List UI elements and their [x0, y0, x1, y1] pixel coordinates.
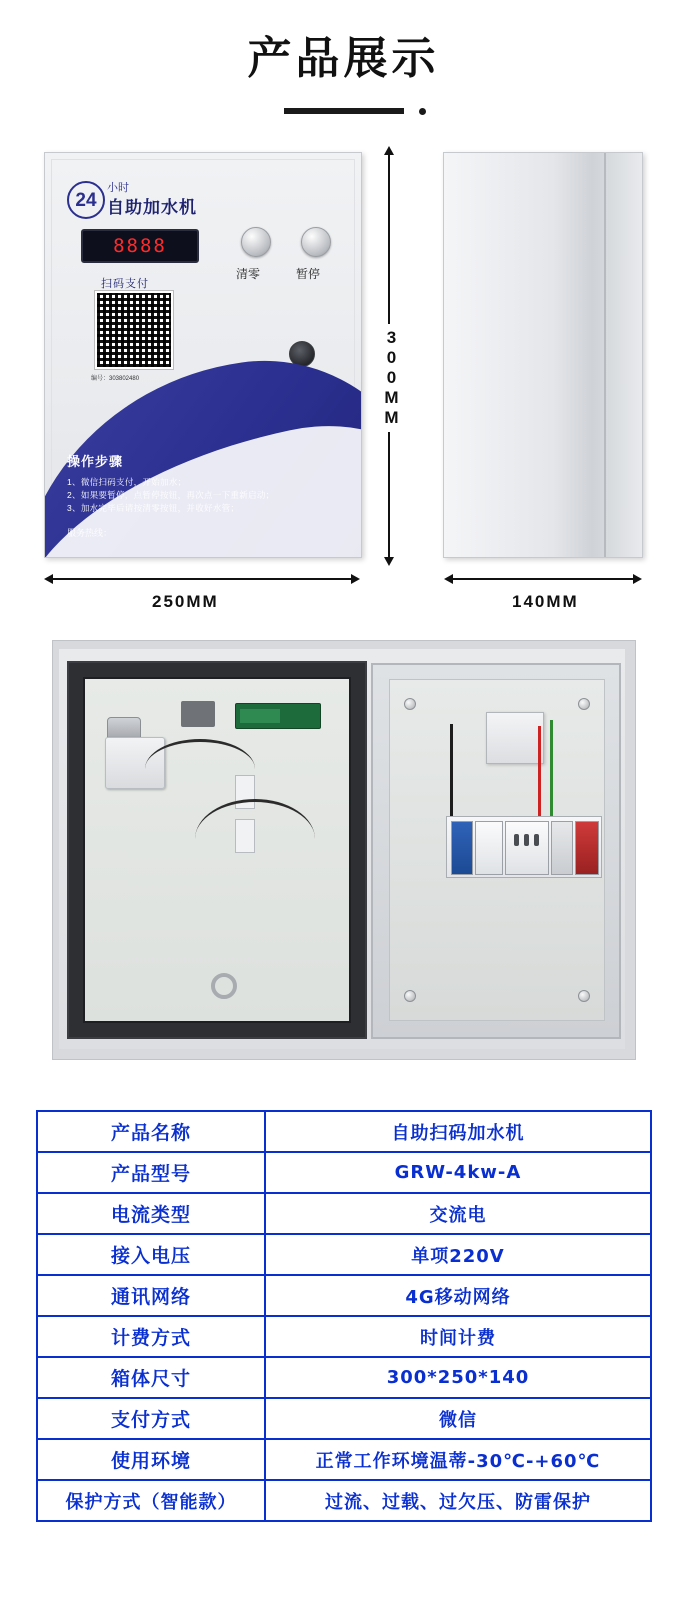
spec-value: 过流、过载、过欠压、防雷保护 [265, 1480, 651, 1521]
cabinet-interior [371, 663, 621, 1039]
spec-key: 使用环境 [37, 1439, 265, 1480]
width-dimension-label: 250MM [152, 592, 219, 611]
door-wire-2 [195, 799, 315, 879]
spec-key: 产品型号 [37, 1152, 265, 1193]
qr-code-icon [95, 291, 173, 369]
table-row [37, 1316, 651, 1357]
cabinet-bolt-3 [404, 990, 416, 1002]
pause-knob-label: 暂停 [296, 267, 321, 281]
spec-key: 电流类型 [37, 1193, 265, 1234]
reset-knob[interactable] [241, 227, 271, 257]
power-supply-module [486, 712, 544, 764]
machine-name-label: 自助加水机 [107, 198, 197, 217]
breaker-module-2 [475, 821, 503, 875]
page-title: 产品展示 [247, 33, 440, 84]
table-row [37, 1480, 651, 1521]
product-side-view [443, 152, 643, 558]
socket-hole-2 [524, 834, 529, 846]
spec-key: 通讯网络 [37, 1275, 265, 1316]
hour-unit-label: 小时 [107, 182, 129, 194]
door-wire-1 [145, 739, 255, 799]
reset-knob-label: 清零 [236, 267, 261, 281]
table-row [37, 1398, 651, 1439]
product-views [0, 142, 687, 622]
surge-protector-module [575, 821, 599, 875]
height-dimension-label: 300MM [381, 324, 401, 432]
spec-key: 计费方式 [37, 1316, 265, 1357]
cabinet-bolt-1 [404, 698, 416, 710]
breaker-module-4 [551, 821, 573, 875]
table-row [37, 1439, 651, 1480]
spec-value: 4G移动网络 [265, 1275, 651, 1316]
spec-table-body [37, 1111, 651, 1521]
interior-red-wire [538, 726, 541, 818]
device-code-label: 编号：303802480 [91, 376, 140, 382]
door-grommet-icon [211, 973, 237, 999]
spec-value: 时间计费 [265, 1316, 651, 1357]
table-row [37, 1357, 651, 1398]
step-line-1: 1、微信扫码支付，开始加水； [67, 477, 187, 487]
depth-dimension-arrow [452, 578, 634, 580]
title-divider [284, 108, 404, 114]
cabinet-bolt-4 [578, 990, 590, 1002]
table-row [37, 1234, 651, 1275]
spec-key: 接入电压 [37, 1234, 265, 1275]
spec-key: 产品名称 [37, 1111, 265, 1152]
table-row [37, 1152, 651, 1193]
open-cabinet-body [59, 649, 625, 1049]
spec-key: 保护方式（智能款） [37, 1480, 265, 1521]
control-board [235, 703, 321, 729]
led-display [81, 229, 199, 263]
power-socket-module [505, 821, 549, 875]
cabinet-door-inner-panel [83, 677, 351, 1023]
page-header [0, 0, 687, 114]
pause-knob[interactable] [301, 227, 331, 257]
hour-badge: 24 [67, 181, 105, 219]
product-front-view [44, 152, 362, 558]
spec-key: 支付方式 [37, 1398, 265, 1439]
door-connector [181, 701, 215, 727]
socket-hole-3 [534, 834, 539, 846]
scan-pay-label: 扫码支付 [101, 278, 149, 290]
width-dimension-arrow [52, 578, 352, 580]
cabinet-bolt-2 [578, 698, 590, 710]
side-seam-secondary [607, 159, 608, 551]
led-display-value: 8888 [113, 235, 167, 257]
spec-table [36, 1110, 652, 1522]
side-seam [604, 153, 606, 557]
depth-dimension-label: 140MM [512, 592, 579, 611]
service-hotline-label: 服务热线： [67, 528, 113, 538]
steps-title: 操作步骤 [67, 454, 124, 469]
spec-value: 正常工作环境温蒂-30℃-+60℃ [265, 1439, 651, 1480]
din-rail-assembly [446, 816, 602, 878]
breaker-module-1 [451, 821, 473, 875]
spec-key: 箱体尺寸 [37, 1357, 265, 1398]
cabinet-back-plate [389, 679, 605, 1021]
spec-value: GRW-4kw-A [265, 1152, 651, 1193]
table-row [37, 1111, 651, 1152]
interior-black-wire [450, 724, 453, 824]
socket-hole-1 [514, 834, 519, 846]
spec-value: 微信 [265, 1398, 651, 1439]
step-line-3: 3、加水完毕后请按清零按钮，并收好水管； [67, 503, 240, 513]
spec-value: 单项220V [265, 1234, 651, 1275]
cabinet-door [67, 661, 367, 1039]
interior-green-wire [550, 720, 553, 820]
spec-value: 交流电 [265, 1193, 651, 1234]
step-line-2: 2、如果要暂停，点暂停按钮，再次点一下重新启动； [67, 490, 275, 500]
product-open-view [52, 640, 636, 1060]
table-row [37, 1193, 651, 1234]
spec-value: 自助扫码加水机 [265, 1111, 651, 1152]
table-row [37, 1275, 651, 1316]
spec-value: 300*250*140 [265, 1357, 651, 1398]
operation-steps [67, 451, 274, 515]
